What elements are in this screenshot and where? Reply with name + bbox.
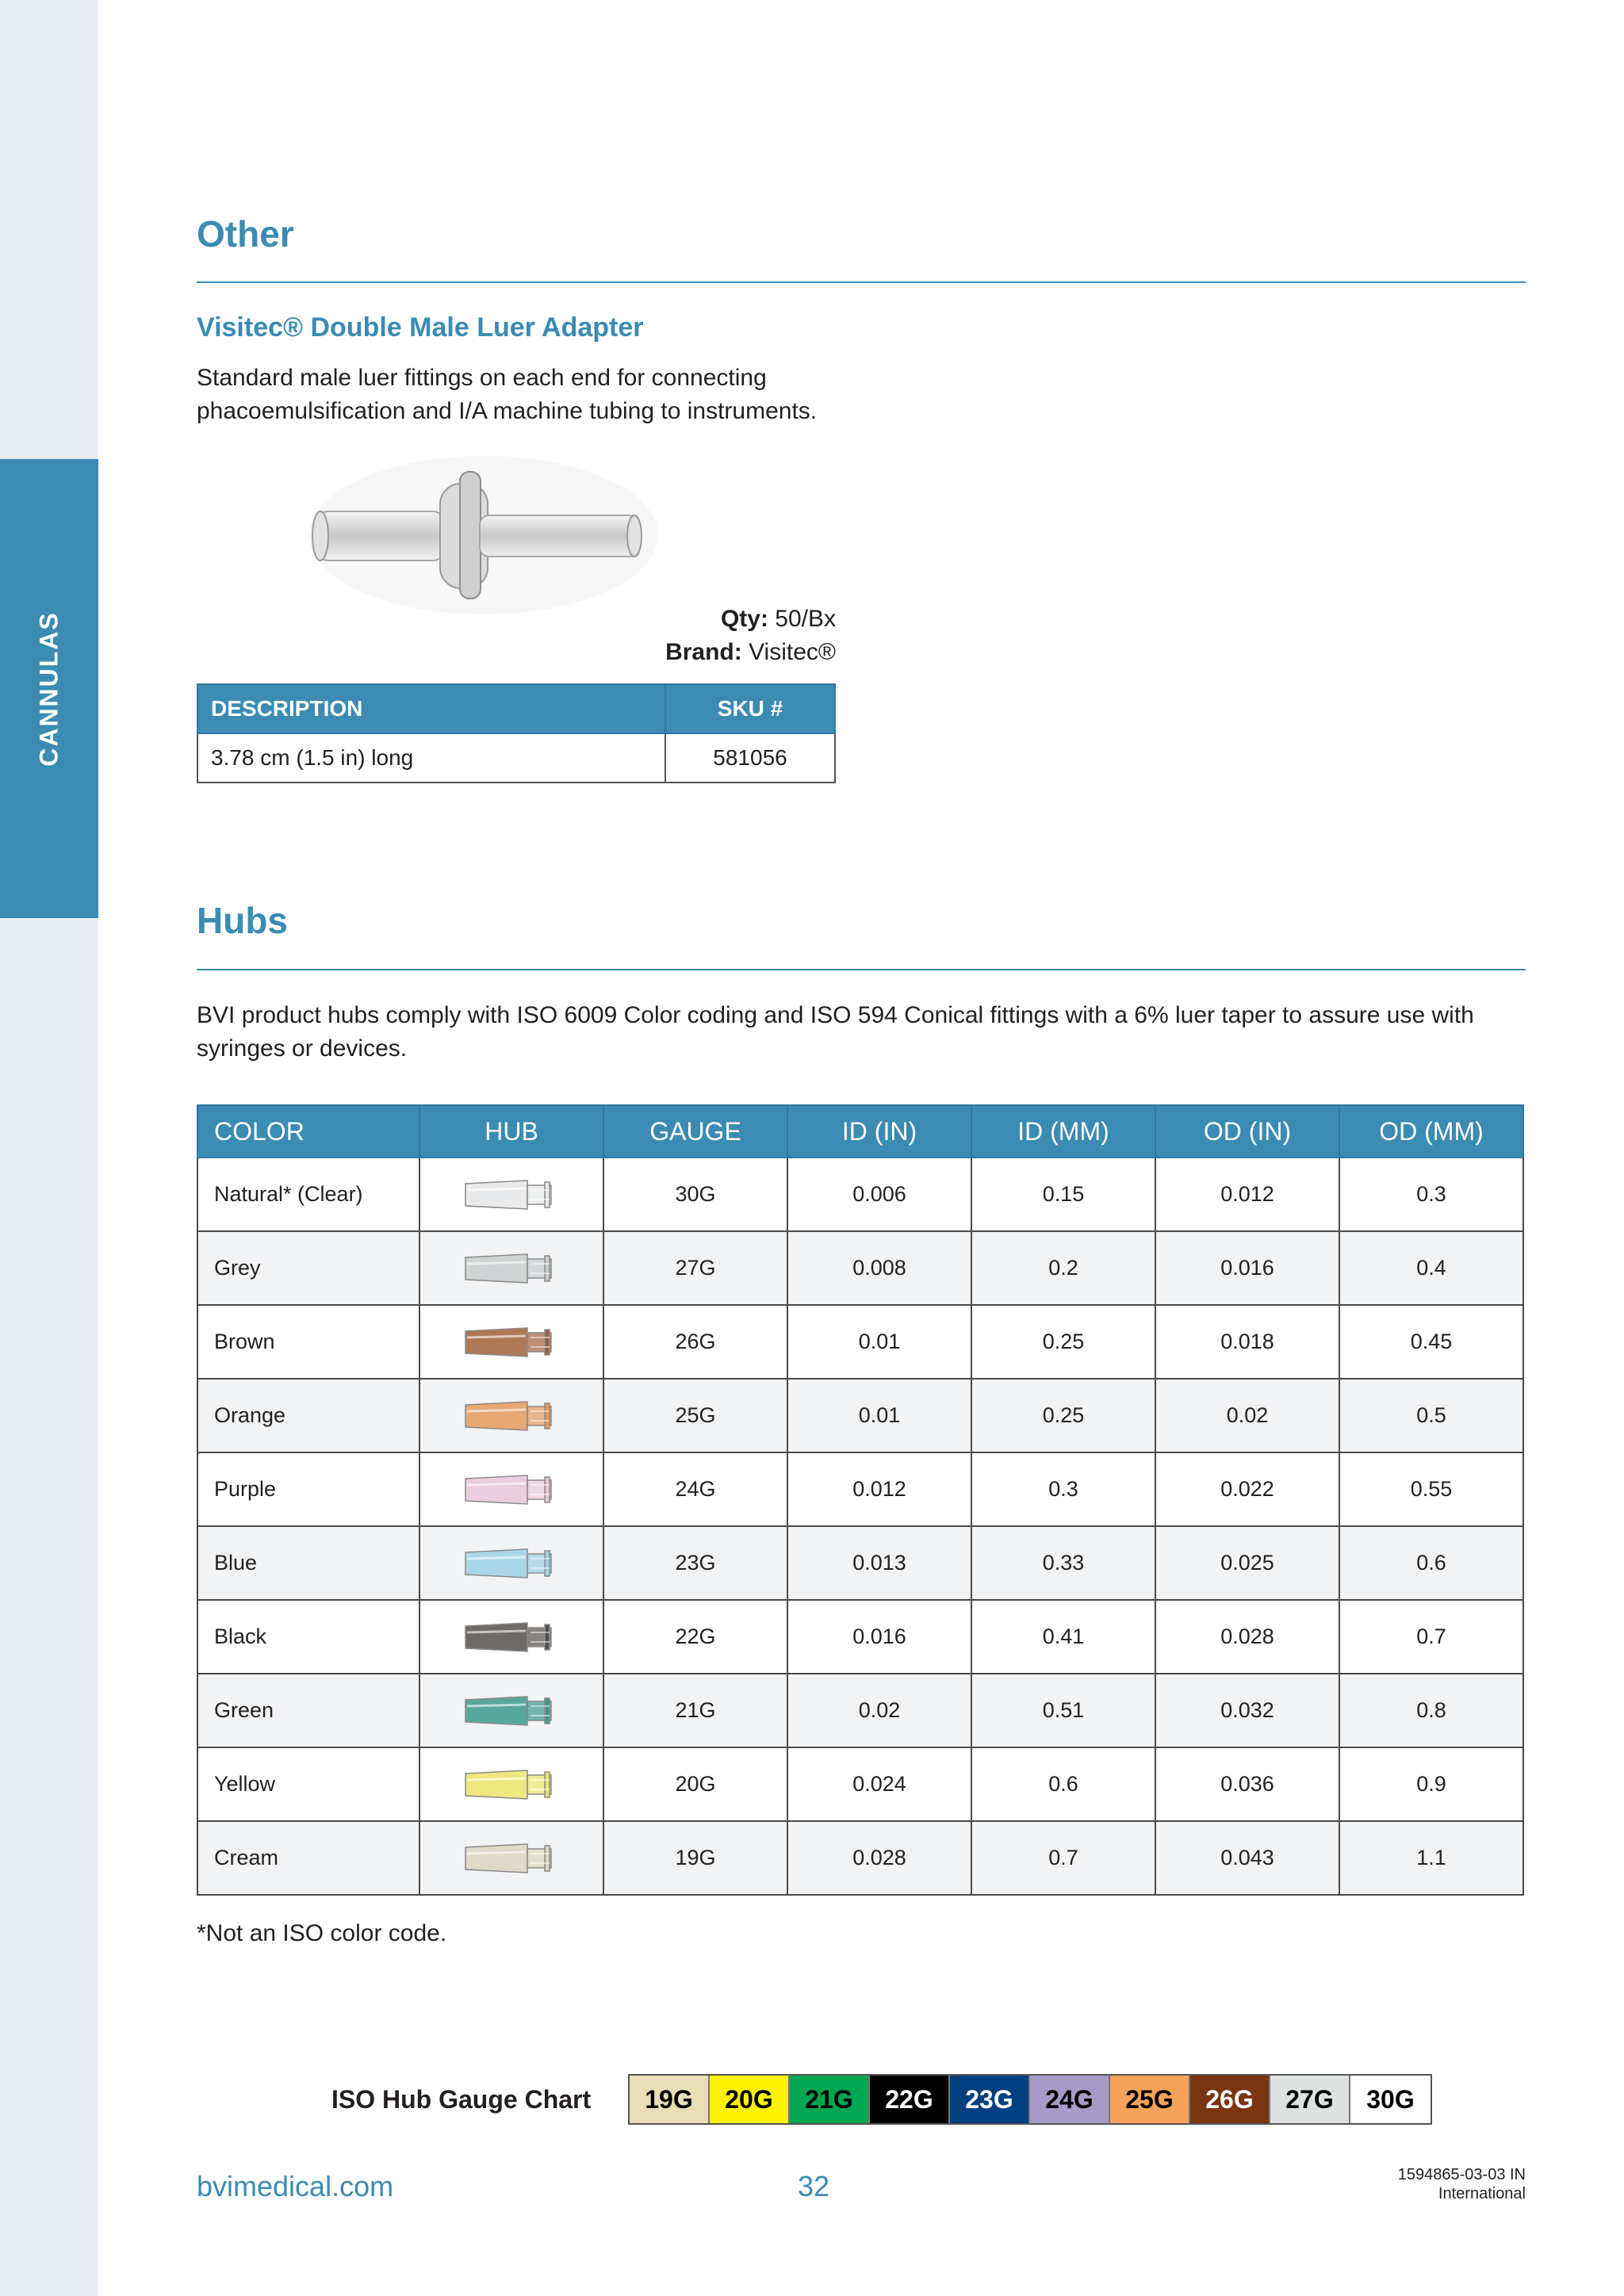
gauge-cell: 27G (1270, 2076, 1350, 2123)
luer-adapter-image (301, 440, 666, 622)
hub-id-in: 0.028 (787, 1821, 971, 1895)
hub-id-in: 0.024 (787, 1747, 971, 1821)
hub-gauge: 25G (603, 1379, 787, 1452)
hub-image-cell (419, 1305, 603, 1379)
hub-od-in: 0.043 (1155, 1821, 1339, 1895)
section-divider (197, 969, 1526, 970)
hub-icon (462, 1544, 561, 1582)
hub-id-in: 0.008 (787, 1231, 971, 1305)
doc-region: International (1438, 2185, 1526, 2202)
hub-od-in: 0.028 (1155, 1600, 1339, 1674)
sku-table-cell-sku: 581056 (665, 733, 835, 783)
hub-table-header-od-in: OD (IN) (1155, 1105, 1339, 1158)
hub-id-mm: 0.3 (971, 1452, 1155, 1526)
hub-table-header-id-in: ID (IN) (787, 1105, 971, 1158)
sku-table-header-sku: SKU # (665, 684, 835, 733)
product-qty: Qty: 50/Bx (720, 606, 836, 632)
table-row (197, 1452, 1523, 1526)
hub-color-name: Brown (197, 1305, 419, 1379)
hub-gauge: 24G (603, 1452, 787, 1526)
hub-icon (462, 1766, 561, 1804)
hub-image-cell (419, 1158, 603, 1231)
gauge-cell: 26G (1190, 2076, 1270, 2123)
gauge-cell: 23G (950, 2076, 1030, 2123)
hub-od-mm: 0.9 (1339, 1747, 1523, 1821)
hub-id-mm: 0.7 (971, 1821, 1155, 1895)
hub-id-mm: 0.6 (971, 1747, 1155, 1821)
sku-table (197, 683, 836, 783)
section-title-hubs: Hubs (197, 900, 288, 941)
gauge-cell: 20G (710, 2076, 790, 2123)
hub-table-header-id-mm: ID (MM) (971, 1105, 1155, 1158)
hub-id-mm: 0.41 (971, 1600, 1155, 1674)
gauge-cell: 19G (630, 2076, 710, 2123)
hub-icon (462, 1323, 561, 1361)
hub-color-name: Yellow (197, 1747, 419, 1821)
sku-table-cell-description: 3.78 cm (1.5 in) long (197, 733, 665, 783)
hub-od-mm: 0.6 (1339, 1526, 1523, 1600)
hub-color-name: Purple (197, 1452, 419, 1526)
hub-image-cell (419, 1674, 603, 1747)
hub-color-name: Black (197, 1600, 419, 1674)
hub-od-in: 0.025 (1155, 1526, 1339, 1600)
hub-od-mm: 0.8 (1339, 1674, 1523, 1747)
hub-id-mm: 0.25 (971, 1379, 1155, 1452)
hub-gauge: 26G (603, 1305, 787, 1379)
hub-image-cell (419, 1379, 603, 1452)
hub-id-mm: 0.25 (971, 1305, 1155, 1379)
hub-icon (462, 1692, 561, 1730)
hub-od-in: 0.02 (1155, 1379, 1339, 1452)
table-row (197, 1821, 1523, 1895)
doc-code: 1594865-03-03 IN (1397, 2166, 1526, 2183)
hub-table-header-gauge: GAUGE (603, 1105, 787, 1158)
sku-table-header-description: DESCRIPTION (197, 684, 665, 733)
hub-od-mm: 0.3 (1339, 1158, 1523, 1231)
hub-id-in: 0.012 (787, 1452, 971, 1526)
gauge-chart (628, 2074, 1432, 2125)
section-title-other: Other (197, 213, 294, 254)
hub-id-in: 0.02 (787, 1674, 971, 1747)
hub-color-name: Natural* (Clear) (197, 1158, 419, 1231)
gauge-cell: 22G (870, 2076, 950, 2123)
hub-id-mm: 0.2 (971, 1231, 1155, 1305)
hub-id-in: 0.01 (787, 1379, 971, 1452)
hub-icon (462, 1249, 561, 1288)
sidebar-strip (0, 0, 98, 2296)
hubs-footnote: *Not an ISO color code. (197, 1920, 447, 1946)
hub-id-in: 0.013 (787, 1526, 971, 1600)
hub-id-mm: 0.15 (971, 1158, 1155, 1231)
hub-gauge: 30G (603, 1158, 787, 1231)
hub-icon (462, 1397, 561, 1435)
hub-image-cell (419, 1821, 603, 1895)
product-title: Visitec® Double Male Luer Adapter (197, 312, 644, 342)
hub-color-name: Green (197, 1674, 419, 1747)
hub-od-in: 0.016 (1155, 1231, 1339, 1305)
hub-id-in: 0.006 (787, 1158, 971, 1231)
hub-table (197, 1104, 1524, 1896)
hub-image-cell (419, 1231, 603, 1305)
product-description: Standard male luer fittings on each end for connecting phacoemulsification and I/A machine tubing to instruments. (197, 365, 818, 424)
hubs-intro: BVI product hubs comply with ISO 6009 Color coding and ISO 594 Conical fittings with a 6% luer taper to assure use with syringes or devices. (197, 1002, 1474, 1062)
table-row (197, 1747, 1523, 1821)
hub-od-in: 0.018 (1155, 1305, 1339, 1379)
hub-image-cell (419, 1747, 603, 1821)
hub-od-in: 0.012 (1155, 1158, 1339, 1231)
hub-color-name: Blue (197, 1526, 419, 1600)
hub-od-in: 0.036 (1155, 1747, 1339, 1821)
hub-table-header-od-mm: OD (MM) (1339, 1105, 1523, 1158)
hub-icon (462, 1839, 561, 1877)
footer-website: bvimedical.com (197, 2170, 394, 2202)
hub-od-mm: 0.5 (1339, 1379, 1523, 1452)
hub-icon (462, 1471, 561, 1509)
page-number: 32 (798, 2170, 830, 2202)
hub-od-mm: 0.4 (1339, 1231, 1523, 1305)
gauge-chart-label: ISO Hub Gauge Chart (331, 2085, 592, 2114)
hub-color-name: Cream (197, 1821, 419, 1895)
gauge-cell: 25G (1110, 2076, 1190, 2123)
gauge-cell: 24G (1030, 2076, 1110, 2123)
hub-od-mm: 0.7 (1339, 1600, 1523, 1674)
hub-gauge: 22G (603, 1600, 787, 1674)
hub-id-in: 0.016 (787, 1600, 971, 1674)
hub-od-in: 0.022 (1155, 1452, 1339, 1526)
table-row (197, 1305, 1523, 1379)
gauge-cell: 30G (1350, 2076, 1431, 2123)
hub-image-cell (419, 1526, 603, 1600)
hub-gauge: 19G (603, 1821, 787, 1895)
hub-gauge: 27G (603, 1231, 787, 1305)
table-row (197, 1600, 1523, 1674)
table-row (197, 1674, 1523, 1747)
hub-id-mm: 0.33 (971, 1526, 1155, 1600)
sidebar-tab-label: CANNULAS (34, 611, 63, 767)
table-row (197, 733, 835, 783)
hub-gauge: 23G (603, 1526, 787, 1600)
product-brand: Brand: Visitec® (665, 639, 836, 665)
hub-image-cell (419, 1600, 603, 1674)
hub-od-in: 0.032 (1155, 1674, 1339, 1747)
table-row (197, 1231, 1523, 1305)
hub-od-mm: 1.1 (1339, 1821, 1523, 1895)
hub-gauge: 20G (603, 1747, 787, 1821)
hub-table-header-hub: HUB (419, 1105, 603, 1158)
hub-gauge: 21G (603, 1674, 787, 1747)
gauge-cell: 21G (790, 2076, 870, 2123)
hub-table-header-color: COLOR (197, 1105, 419, 1158)
hub-id-mm: 0.51 (971, 1674, 1155, 1747)
table-row (197, 1526, 1523, 1600)
table-row (197, 1158, 1523, 1231)
hub-od-mm: 0.45 (1339, 1305, 1523, 1379)
hub-icon (462, 1618, 561, 1656)
hub-od-mm: 0.55 (1339, 1452, 1523, 1526)
hub-color-name: Orange (197, 1379, 419, 1452)
table-row (197, 1379, 1523, 1452)
section-divider (197, 281, 1526, 283)
hub-color-name: Grey (197, 1231, 419, 1305)
hub-icon (462, 1176, 561, 1214)
hub-id-in: 0.01 (787, 1305, 971, 1379)
footer-doc-code (1398, 2165, 1526, 2203)
hub-image-cell (419, 1452, 603, 1526)
sidebar-section-tab (0, 459, 98, 918)
